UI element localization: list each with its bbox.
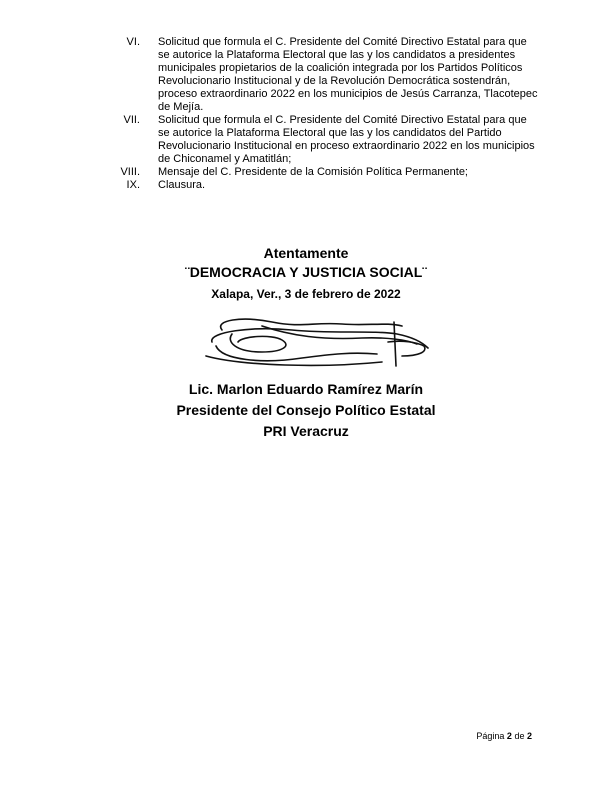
page-label: Página: [476, 731, 505, 741]
agenda-text: Solicitud que formula el C. Presidente del Comité Directivo Estatal para que se autorice la Plataforma Electoral que las y los candidatos a presidentes municipales propietarios de la coalición integrada por los Partidos Políticos Revolucionario Institucional y de la Revolución Democrática sostendrán, proceso extraordinario 2022 en los municipios de Jesús Carranza, Tlacotepec de Mejía.: [158, 36, 538, 113]
agenda-item-vi: [0, 36, 612, 114]
page-of-label: de: [514, 731, 525, 741]
signatory-name: Lic. Marlon Eduardo Ramírez Marín: [188, 381, 424, 397]
closing-atentamente: Atentamente: [263, 245, 349, 261]
signatory-position: Presidente del Consejo Político Estatal: [176, 402, 436, 418]
agenda-list: [0, 36, 612, 192]
agenda-number: IX.: [126, 179, 140, 191]
page-footer: [476, 731, 532, 741]
agenda-number: VI.: [126, 36, 140, 48]
agenda-text: Clausura.: [158, 179, 206, 191]
agenda-text: Mensaje del C. Presidente de la Comisión Política Permanente;: [158, 166, 468, 178]
agenda-text: Solicitud que formula el C. Presidente del Comité Directivo Estatal para que se autorice la Plataforma Electoral que las y los candidatos del Partido Revolucionario Institucional en proceso extraordinario 2022 en los municipios de Chiconamel y Amatitlán;: [158, 114, 535, 165]
page-total: 2: [526, 731, 532, 741]
agenda-item-ix: [0, 179, 612, 192]
page-current: 2: [506, 731, 512, 741]
handwritten-signature: [202, 312, 434, 374]
signatory-block: [0, 379, 612, 442]
signatory-organization: PRI Veracruz: [263, 423, 349, 439]
agenda-item-viii: [0, 166, 612, 179]
agenda-number: VII.: [123, 114, 140, 126]
agenda-number: VIII.: [120, 166, 140, 178]
closing-lema: ¨DEMOCRACIA Y JUSTICIA SOCIAL¨: [185, 264, 427, 280]
closing-place-date: Xalapa, Ver., 3 de febrero de 2022: [211, 287, 401, 301]
agenda-item-vii: [0, 114, 612, 166]
